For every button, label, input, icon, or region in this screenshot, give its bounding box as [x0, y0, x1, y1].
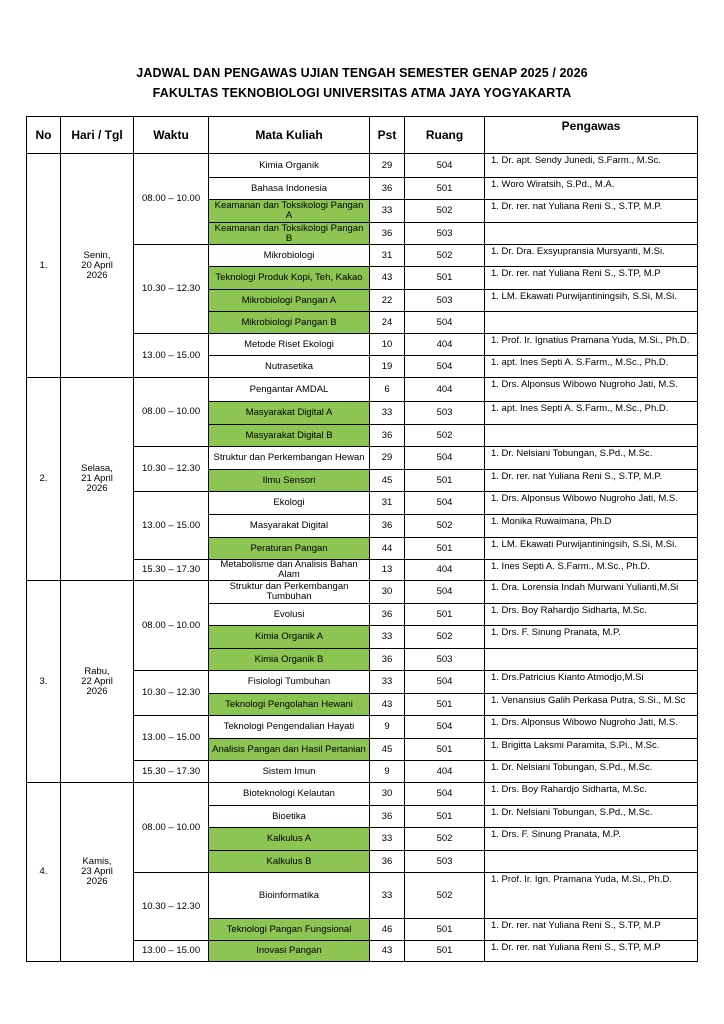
proctor-name: 1. Drs. F. Sinung Pranata, M.P.: [485, 828, 698, 851]
participant-count: 36: [370, 604, 405, 626]
room-number: 504: [405, 312, 485, 334]
proctor-name: [485, 649, 698, 671]
participant-count: 36: [370, 851, 405, 873]
schedule-body: [27, 154, 698, 962]
day-date-line: Rabu,: [84, 665, 110, 677]
room-number: 502: [405, 515, 485, 538]
room-number: 503: [405, 290, 485, 312]
table-row: [27, 783, 698, 806]
course-name: Mikrobiologi Pangan A: [209, 290, 370, 312]
day-date-line: 2026: [86, 685, 108, 697]
participant-count: 31: [370, 492, 405, 515]
room-number: 501: [405, 941, 485, 962]
proctor-name: 1. Woro Wiratsih, S.Pd., M.A.: [485, 178, 698, 200]
day-date: [61, 783, 134, 962]
course-name: Mikrobiologi Pangan B: [209, 312, 370, 334]
participant-count: 6: [370, 378, 405, 402]
participant-count: 30: [370, 783, 405, 806]
time-slot: 10.30 – 12.30: [134, 873, 209, 941]
room-number: 501: [405, 267, 485, 290]
participant-count: 29: [370, 154, 405, 178]
header-mata-kuliah: Mata Kuliah: [209, 117, 370, 154]
header-pengawas: Pengawas: [485, 117, 698, 154]
room-number: 504: [405, 154, 485, 178]
participant-count: 33: [370, 671, 405, 694]
room-number: 501: [405, 919, 485, 941]
proctor-name: 1. Dr. rer. nat Yuliana Reni S., S.TP, M.P.: [485, 470, 698, 492]
header-hari-tgl: Hari / Tgl: [61, 117, 134, 154]
room-number: 501: [405, 604, 485, 626]
course-name: Ilmu Sensori: [209, 470, 370, 492]
room-number: 502: [405, 245, 485, 267]
proctor-name: [485, 851, 698, 873]
room-number: 504: [405, 716, 485, 739]
proctor-name: [485, 312, 698, 334]
room-number: 502: [405, 200, 485, 223]
participant-count: 33: [370, 626, 405, 649]
time-slot: 15.30 – 17.30: [134, 761, 209, 783]
course-name: Bioteknologi Kelautan: [209, 783, 370, 806]
course-name: Kimia Organik B: [209, 649, 370, 671]
participant-count: 9: [370, 716, 405, 739]
participant-count: 29: [370, 447, 405, 470]
day-date-line: Kamis,: [82, 856, 112, 867]
proctor-name: 1. Monika Ruwaimana, Ph.D: [485, 515, 698, 538]
participant-count: 9: [370, 761, 405, 783]
proctor-name: 1. Drs. Alponsus Wibowo Nugroho Jati, M.S.: [485, 378, 698, 402]
course-name: Bioetika: [209, 806, 370, 828]
day-date-line: 20 April: [81, 259, 113, 271]
room-number: 502: [405, 626, 485, 649]
day-date-line: 2026: [86, 269, 108, 281]
course-name: Teknologi Produk Kopi, Teh, Kakao: [209, 267, 370, 290]
room-number: 504: [405, 671, 485, 694]
course-name: Bahasa Indonesia: [209, 178, 370, 200]
course-name: Masyarakat Digital A: [209, 402, 370, 425]
proctor-name: 1. Dr. Nelsiani Tobungan, S.Pd., M.Sc.: [485, 447, 698, 470]
day-date: [61, 581, 134, 783]
day-date-line: Selasa,: [81, 463, 113, 474]
schedule-table: [26, 116, 698, 962]
participant-count: 45: [370, 470, 405, 492]
table-row: [27, 378, 698, 402]
participant-count: 46: [370, 919, 405, 941]
course-name: Nutrasetika: [209, 356, 370, 378]
day-date-line: 2026: [86, 483, 108, 494]
day-date-line: 2026: [86, 876, 108, 887]
room-number: 503: [405, 851, 485, 873]
day-number: 2.: [27, 378, 61, 581]
room-number: 504: [405, 783, 485, 806]
day-date: [61, 378, 134, 581]
proctor-name: 1. Prof. Ir. Ignatius Pramana Yuda, M.Si., Ph.D.: [485, 334, 698, 356]
course-name: Metode Riset Ekologi: [209, 334, 370, 356]
participant-count: 43: [370, 694, 405, 716]
course-name: Mikrobiologi: [209, 245, 370, 267]
room-number: 501: [405, 694, 485, 716]
proctor-name: 1. Dr. Nelsiani Tobungan, S.Pd., M.Sc.: [485, 761, 698, 783]
room-number: 502: [405, 425, 485, 447]
course-name: Ekologi: [209, 492, 370, 515]
participant-count: 36: [370, 649, 405, 671]
time-slot: 10.30 – 12.30: [134, 671, 209, 716]
proctor-name: 1. apt. Ines Septi A. S.Farm., M.Sc., Ph.D.: [485, 356, 698, 378]
proctor-name: 1. LM. Ekawati Purwijantiningsih, S.Si, M.Si.: [485, 538, 698, 560]
participant-count: 36: [370, 425, 405, 447]
proctor-name: 1. Venansius Galih Perkasa Putra, S.Si., M.Sc: [485, 694, 698, 716]
proctor-name: 1. Drs. Alponsus Wibowo Nugroho Jati, M.S.: [485, 716, 698, 739]
participant-count: 19: [370, 356, 405, 378]
day-date: [61, 154, 134, 378]
proctor-name: 1. Dr. Dra. Exsyupransia Mursyanti, M.Si.: [485, 245, 698, 267]
participant-count: 36: [370, 223, 405, 245]
proctor-name: 1. Drs. Boy Rahardjo Sidharta, M.Sc.: [485, 604, 698, 626]
room-number: 503: [405, 402, 485, 425]
time-slot: 08.00 – 10.00: [134, 783, 209, 873]
room-number: 504: [405, 492, 485, 515]
proctor-name: 1. Dra. Lorensia Indah Murwani Yulianti,M.Si: [485, 581, 698, 604]
header-pst: Pst: [370, 117, 405, 154]
room-number: 501: [405, 178, 485, 200]
participant-count: 36: [370, 806, 405, 828]
participant-count: 33: [370, 873, 405, 919]
header-no: No: [27, 117, 61, 154]
proctor-name: 1. Dr. rer. nat Yuliana Reni S., S.TP, M.P: [485, 267, 698, 290]
proctor-name: 1. Dr. rer. nat Yuliana Reni S., S.TP, M.P.: [485, 200, 698, 223]
proctor-name: 1. Ines Septi A. S.Farm., M.Sc., Ph.D.: [485, 560, 698, 581]
participant-count: 24: [370, 312, 405, 334]
header-ruang: Ruang: [405, 117, 485, 154]
time-slot: 13.00 – 15.00: [134, 716, 209, 761]
document-title: JADWAL DAN PENGAWAS UJIAN TENGAH SEMESTER GENAP 2025 / 2026: [136, 66, 588, 80]
participant-count: 36: [370, 178, 405, 200]
participant-count: 45: [370, 739, 405, 761]
time-slot: 08.00 – 10.00: [134, 378, 209, 447]
course-name: Kimia Organik A: [209, 626, 370, 649]
proctor-name: 1. Drs. F. Sinung Pranata, M.P.: [485, 626, 698, 649]
course-name: Metabolisme dan Analisis Bahan Alam: [209, 560, 370, 581]
day-number: 3.: [27, 581, 61, 783]
course-name: Sistem Imun: [209, 761, 370, 783]
course-name: Teknologi Pangan Fungsional: [209, 919, 370, 941]
proctor-name: [485, 223, 698, 245]
time-slot: 08.00 – 10.00: [134, 154, 209, 245]
room-number: 503: [405, 649, 485, 671]
time-slot: 13.00 – 15.00: [134, 492, 209, 560]
proctor-name: 1. Dr. Nelsiani Tobungan, S.Pd., M.Sc.: [485, 806, 698, 828]
participant-count: 13: [370, 560, 405, 581]
time-slot: 10.30 – 12.30: [134, 447, 209, 492]
day-number: 4.: [27, 783, 61, 962]
day-date-line: Senin,: [83, 249, 111, 261]
time-slot: 15.30 – 17.30: [134, 560, 209, 581]
room-number: 404: [405, 334, 485, 356]
course-name: Teknologi Pengendalian Hayati: [209, 716, 370, 739]
proctor-name: 1. Dr. rer. nat Yuliana Reni S., S.TP, M.P: [485, 919, 698, 941]
room-number: 501: [405, 538, 485, 560]
course-name: Keamanan dan Toksikologi Pangan A: [209, 200, 370, 223]
proctor-name: 1. Drs. Boy Rahardjo Sidharta, M.Sc.: [485, 783, 698, 806]
participant-count: 33: [370, 402, 405, 425]
course-name: Evolusi: [209, 604, 370, 626]
room-number: 404: [405, 560, 485, 581]
course-name: Teknologi Pengolahan Hewani: [209, 694, 370, 716]
participant-count: 30: [370, 581, 405, 604]
proctor-name: 1. Dr. rer. nat Yuliana Reni S., S.TP, M.P: [485, 941, 698, 962]
participant-count: 36: [370, 515, 405, 538]
course-name: Masyarakat Digital: [209, 515, 370, 538]
document-subtitle: FAKULTAS TEKNOBIOLOGI UNIVERSITAS ATMA JAYA YOGYAKARTA: [152, 86, 572, 100]
time-slot: 13.00 – 15.00: [134, 941, 209, 962]
proctor-name: 1. Prof. Ir. Ign. Pramana Yuda, M.Si., Ph.D.: [485, 873, 698, 919]
proctor-name: 1. Drs. Alponsus Wibowo Nugroho Jati, M.S.: [485, 492, 698, 515]
proctor-name: 1. Dr. apt. Sendy Junedi, S.Farm., M.Sc.: [485, 154, 698, 178]
proctor-name: 1. Brigitta Laksmi Paramita, S.Pi., M.Sc.: [485, 739, 698, 761]
proctor-name: [485, 425, 698, 447]
room-number: 503: [405, 223, 485, 245]
course-name: Kalkulus A: [209, 828, 370, 851]
room-number: 404: [405, 761, 485, 783]
course-name: Analisis Pangan dan Hasil Pertanian: [209, 739, 370, 761]
participant-count: 43: [370, 941, 405, 962]
time-slot: 13.00 – 15.00: [134, 334, 209, 378]
room-number: 504: [405, 581, 485, 604]
course-name: Struktur dan Perkembangan Hewan: [209, 447, 370, 470]
participant-count: 33: [370, 828, 405, 851]
room-number: 502: [405, 828, 485, 851]
room-number: 501: [405, 739, 485, 761]
day-date-line: 21 April: [81, 473, 113, 484]
room-number: 501: [405, 806, 485, 828]
table-row: [27, 154, 698, 178]
room-number: 504: [405, 356, 485, 378]
room-number: 502: [405, 873, 485, 919]
table-row: [27, 581, 698, 604]
proctor-name: 1. LM. Ekawati Purwijantiningsih, S.Si, M.Si.: [485, 290, 698, 312]
day-number: 1.: [27, 154, 61, 378]
header-waktu: Waktu: [134, 117, 209, 154]
course-name: Inovasi Pangan: [209, 941, 370, 962]
proctor-name: 1. Drs.Patricius Kianto Atmodjo,M.Si: [485, 671, 698, 694]
room-number: 504: [405, 447, 485, 470]
day-date-line: 22 April: [81, 675, 113, 687]
participant-count: 33: [370, 200, 405, 223]
course-name: Kimia Organik: [209, 154, 370, 178]
course-name: Peraturan Pangan: [209, 538, 370, 560]
course-name: Kalkulus B: [209, 851, 370, 873]
participant-count: 44: [370, 538, 405, 560]
course-name: Bioinformatika: [209, 873, 370, 919]
room-number: 501: [405, 470, 485, 492]
participant-count: 43: [370, 267, 405, 290]
course-name: Pengantar AMDAL: [209, 378, 370, 402]
time-slot: 08.00 – 10.00: [134, 581, 209, 671]
course-name: Masyarakat Digital B: [209, 425, 370, 447]
participant-count: 10: [370, 334, 405, 356]
course-name: Keamanan dan Toksikologi Pangan B: [209, 223, 370, 245]
participant-count: 31: [370, 245, 405, 267]
room-number: 404: [405, 378, 485, 402]
proctor-name: 1. apt. Ines Septi A. S.Farm., M.Sc., Ph.D.: [485, 402, 698, 425]
table-header-row: [27, 117, 698, 154]
day-date-line: 23 April: [81, 866, 113, 877]
participant-count: 22: [370, 290, 405, 312]
course-name: Fisiologi Tumbuhan: [209, 671, 370, 694]
course-name: Struktur dan Perkembangan Tumbuhan: [209, 581, 370, 604]
time-slot: 10.30 – 12.30: [134, 245, 209, 334]
